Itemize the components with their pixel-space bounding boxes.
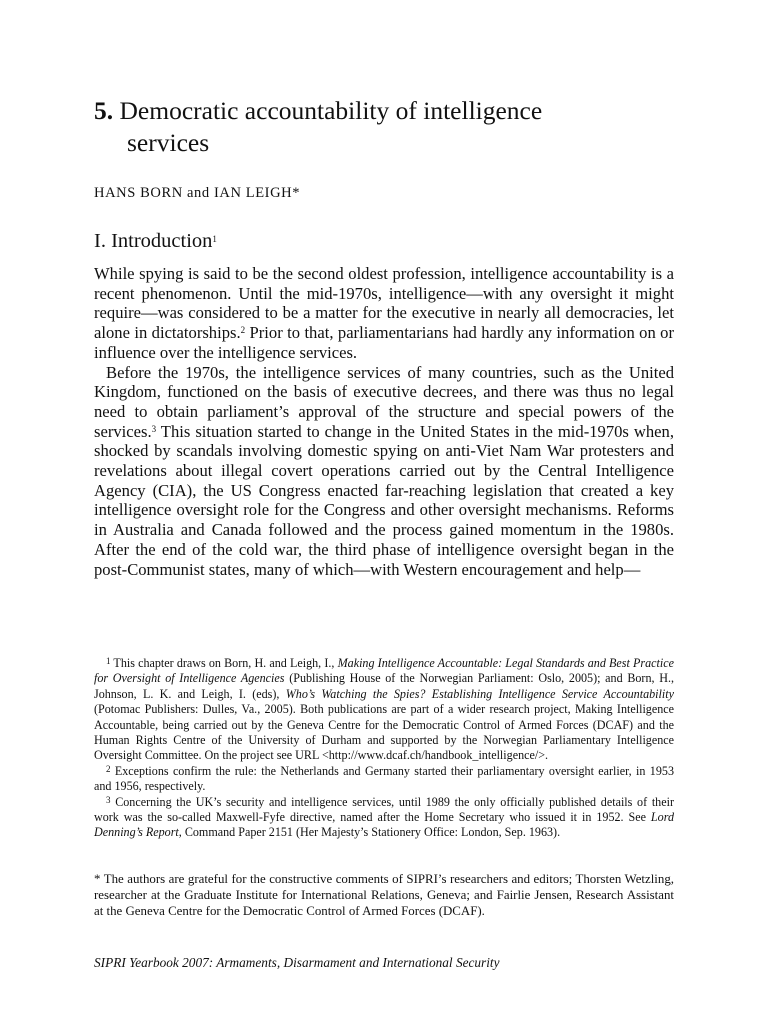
footnotes xyxy=(94,656,674,841)
footnote-1: $^1$ This chapter draws on Born, H. and Leigh, I., Making Intelligence Accountable: Legal Standards and Best Practice for Oversight of Intelligence Agencies (Publishing House of the Norwegian Parliament: Oslo, 2005); and Born, H., Johnson, L. K. and Leigh, I. (eds), Who’s Watching the Spies? Establishing Intelligence Service Accountability (Potomac Publishers: Dulles, Va., 2005). Both publications are part of a wider research project, Making Intelligence Accountable, being carried out by the Geneva Centre for the Democratic Control of Armed Forces (DCAF) and the Human Rights Centre of the University of Durham and supported by the Norwegian Parliamentary Intelligence Oversight Committee. On the project see URL <http://www.dcaf.ch/handbook_intelligence/>. xyxy=(94,656,674,763)
footnote-ref-3[interactable]: 3 xyxy=(151,423,157,434)
footnote-ref-2[interactable]: 2 xyxy=(240,325,246,336)
chapter-title-line2: services xyxy=(127,128,210,157)
footnote-3: $^3$ Concerning the UK’s security and intelligence services, until 1989 the only officially published details of their work was the so-called Maxwell-Fyfe directive, named after the Home Secretary who issued it in 1952. See Lord Denning’s Report, Command Paper 2151 (Her Majesty’s Stationery Office: London, Sep. 1963). xyxy=(94,794,674,840)
chapter-title xyxy=(94,95,674,159)
chapter-title-line1: Democratic accountability of intelligence xyxy=(119,96,543,125)
authors-acknowledgement: * The authors are grateful for the constructive comments of SIPRI’s researchers and editors; Thorsten Wetzling, researcher at the Graduate Institute for International Relations, Geneva; and Fairlie Jensen, Research Assistant at the Geneva Centre for the Democratic Control of Armed Forces (DCAF). xyxy=(94,872,674,919)
section-heading-text: I. Introduction xyxy=(94,230,213,252)
paragraph-2: Before the 1970s, the intelligence services of many countries, such as the United Kingdom, functioned on the basis of executive decrees, and there was thus no legal need to obtain parliament’s approval of the structure and special powers of the services.$^3$ This situation started to change in the United States in the mid-1970s when, shocked by scandals involving domestic spying on anti-Viet Nam War protesters and revelations about illegal covert operations carried out by the Central Intelligence Agency (CIA), the US Congress enacted far-reaching legislation that created a key intelligence oversight role for the Congress and other oversight mechanisms. Reforms in Australia and Canada followed and the process gained momentum in the 1980s. After the end of the cold war, the third phase of intelligence oversight began in the post-Communist states, many of which—with Western encouragement and help— xyxy=(94,362,674,579)
section-heading xyxy=(94,230,217,253)
paragraph-1: While spying is said to be the second oldest profession, intelligence accountability is a recent phenomenon. Until the mid-1970s, intelligence—with any oversight it might require—was considered to be a matter for the executive in nearly all democracies, let alone in dictatorships.$^2$ Prior to that, parliamentarians had hardly any information on or influence over the intelligence services. xyxy=(94,264,674,362)
authors-byline: HANS BORN and IAN LEIGH* xyxy=(94,185,301,201)
footnote-ref-1[interactable]: 1 xyxy=(212,234,217,244)
chapter-number: 5. xyxy=(94,96,114,125)
running-footer: SIPRI Yearbook 2007: Armaments, Disarmament and International Security xyxy=(94,955,500,970)
body-text xyxy=(94,264,674,579)
footnote-2: $^2$ Exceptions confirm the rule: the Netherlands and Germany started their parliamentary oversight earlier, in 1953 and 1956, respectively. xyxy=(94,763,674,794)
